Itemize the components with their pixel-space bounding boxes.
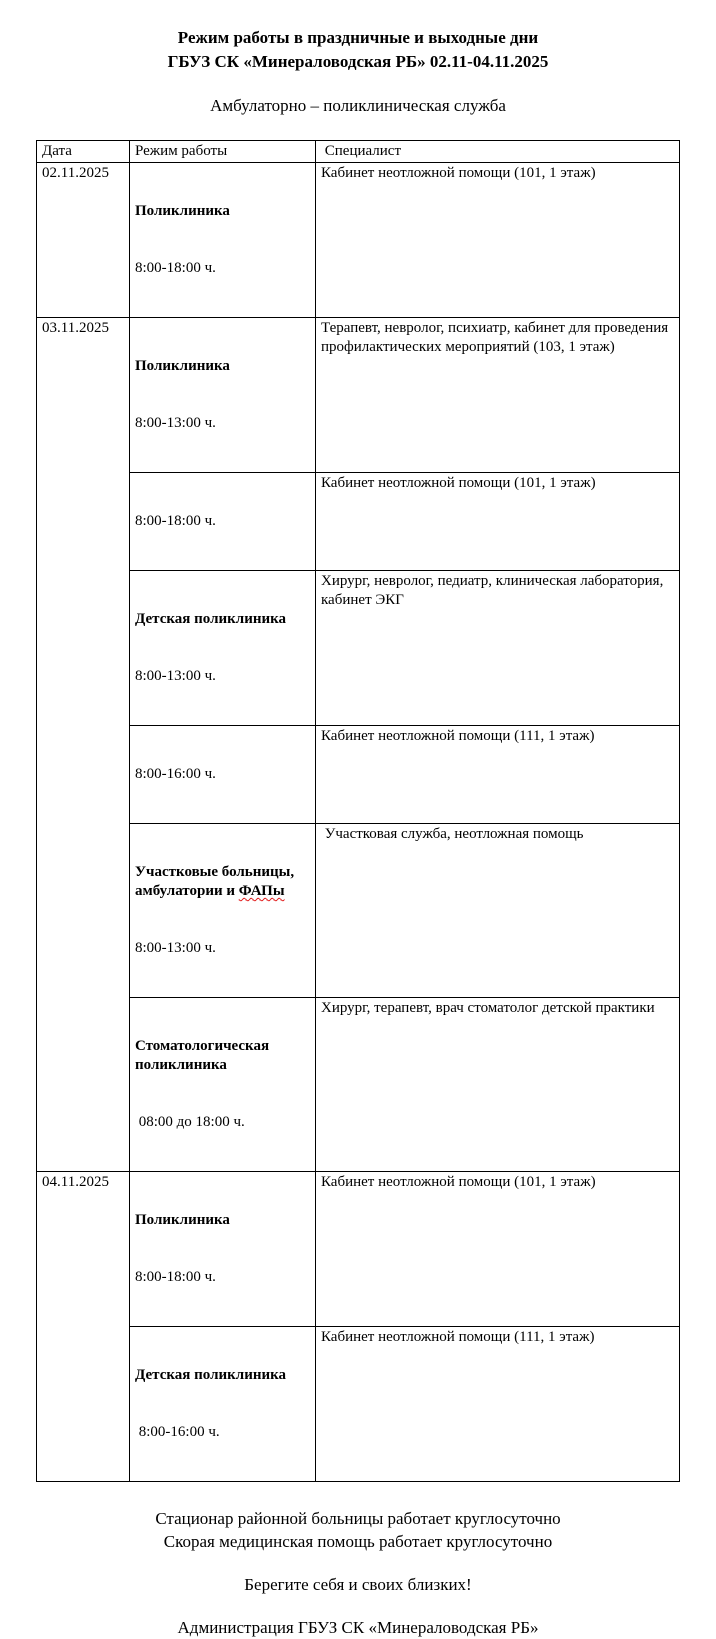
facility-name-part: Участковые больницы, амбулатории и <box>135 864 298 899</box>
mode-cell <box>130 726 316 824</box>
specialist-cell: Кабинет неотложной помощи (101, 1 этаж) <box>316 1172 680 1327</box>
header-mode: Режим работы <box>130 141 316 163</box>
hours: 8:00-18:00 ч. <box>135 1269 216 1285</box>
facility-name: Стоматологическая поликлиника <box>135 1038 273 1073</box>
hours: 8:00-13:00 ч. <box>135 940 216 956</box>
footer-ambulance-note: Скорая медицинская помощь работает круглосуточно <box>163 1532 553 1551</box>
specialist-cell: Кабинет неотложной помощи (101, 1 этаж) <box>316 473 680 571</box>
table-row <box>37 473 680 571</box>
facility-name: Детская поликлиника <box>135 1367 287 1383</box>
hours: 8:00-13:00 ч. <box>135 668 216 684</box>
header-date: Дата <box>37 141 130 163</box>
mode-cell <box>130 571 316 726</box>
mode-cell <box>130 163 316 318</box>
table-row <box>37 824 680 998</box>
facility-name: Поликлиника <box>135 203 230 219</box>
mode-cell <box>130 1327 316 1482</box>
date-cell: 04.11.2025 <box>37 1172 130 1482</box>
table-row <box>37 163 680 318</box>
specialist-cell: Хирург, терапевт, врач стоматолог детской практики <box>316 998 680 1172</box>
schedule-table <box>36 140 680 1482</box>
specialist-cell: Кабинет неотложной помощи (111, 1 этаж) <box>316 726 680 824</box>
document-title-line2: ГБУЗ СК «Минераловодская РБ» 02.11-04.11.2025 <box>167 52 549 71</box>
mode-cell <box>130 1172 316 1327</box>
facility-name: Поликлиника <box>135 1212 230 1228</box>
specialist-cell: Кабинет неотложной помощи (101, 1 этаж) <box>316 163 680 318</box>
hours: 8:00-13:00 ч. <box>135 415 216 431</box>
facility-name: Детская поликлиника <box>135 611 287 627</box>
mode-cell <box>130 318 316 473</box>
hours: 08:00 до 18:00 ч. <box>135 1114 245 1130</box>
specialist-cell: Терапевт, невролог, психиатр, кабинет для проведения профилактических мероприятий (103, 1 этаж) <box>316 318 680 473</box>
footer-signature: Администрация ГБУЗ СК «Минераловодская РБ» <box>177 1618 539 1637</box>
date-cell: 02.11.2025 <box>37 163 130 318</box>
table-row <box>37 1327 680 1482</box>
hours: 8:00-16:00 ч. <box>135 1424 220 1440</box>
facility-name <box>135 863 310 901</box>
misspelled-word: ФАПы <box>238 883 285 899</box>
hours: 8:00-16:00 ч. <box>135 766 216 782</box>
document-subtitle: Амбулаторно – поликлиническая служба <box>210 96 506 115</box>
hours: 8:00-18:00 ч. <box>135 260 216 276</box>
footer-wish-note: Берегите себя и своих близких! <box>244 1575 472 1594</box>
table-row <box>37 318 680 473</box>
document-footer <box>0 1507 716 1639</box>
mode-cell <box>130 824 316 998</box>
header-specialist: Специалист <box>316 141 680 163</box>
specialist-cell: Участковая служба, неотложная помощь <box>316 824 680 998</box>
table-row <box>37 726 680 824</box>
facility-name: Поликлиника <box>135 358 230 374</box>
specialist-cell: Хирург, невролог, педиатр, клиническая лаборатория, кабинет ЭКГ <box>316 571 680 726</box>
document-title-line1: Режим работы в праздничные и выходные дни <box>177 28 539 47</box>
table-row <box>37 571 680 726</box>
mode-cell <box>130 998 316 1172</box>
date-cell: 03.11.2025 <box>37 318 130 1172</box>
mode-cell <box>130 473 316 571</box>
footer-inpatient-note: Стационар районной больницы работает круглосуточно <box>155 1509 561 1528</box>
hours: 8:00-18:00 ч. <box>135 513 216 529</box>
table-row <box>37 1172 680 1327</box>
table-header-row <box>37 141 680 163</box>
table-row <box>37 998 680 1172</box>
specialist-cell: Кабинет неотложной помощи (111, 1 этаж) <box>316 1327 680 1482</box>
